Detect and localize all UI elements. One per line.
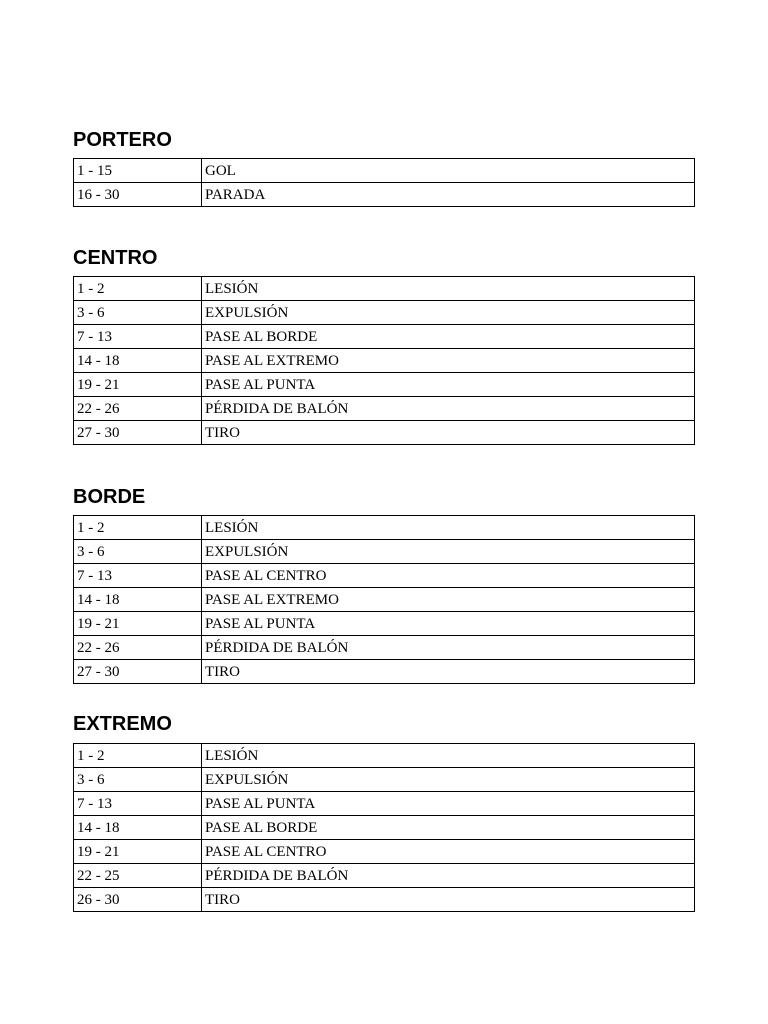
- table-row: [74, 636, 695, 660]
- result-cell: PASE AL BORDE: [202, 325, 695, 349]
- table-row: [74, 183, 695, 207]
- table-row: [74, 349, 695, 373]
- result-cell: PARADA: [202, 183, 695, 207]
- range-cell: 1 - 2: [74, 516, 202, 540]
- range-cell: 14 - 18: [74, 816, 202, 840]
- table-row: [74, 373, 695, 397]
- section-title: EXTREMO: [73, 713, 172, 735]
- range-cell: 19 - 21: [74, 373, 202, 397]
- result-cell: PASE AL CENTRO: [202, 840, 695, 864]
- section-borde: [73, 485, 695, 680]
- table-row: [74, 840, 695, 864]
- result-cell: PASE AL BORDE: [202, 816, 695, 840]
- range-cell: 19 - 21: [74, 612, 202, 636]
- table-row: [74, 660, 695, 684]
- range-cell: 27 - 30: [74, 421, 202, 445]
- result-cell: PASE AL PUNTA: [202, 373, 695, 397]
- result-cell: TIRO: [202, 888, 695, 912]
- range-cell: 7 - 13: [74, 792, 202, 816]
- section-portero: [73, 128, 695, 203]
- range-cell: 27 - 30: [74, 660, 202, 684]
- table-row: [74, 612, 695, 636]
- table-row: [74, 516, 695, 540]
- table-row: [74, 540, 695, 564]
- result-cell: PASE AL CENTRO: [202, 564, 695, 588]
- section-title: PORTERO: [73, 129, 172, 151]
- table-row: [74, 421, 695, 445]
- range-cell: 26 - 30: [74, 888, 202, 912]
- table-row: [74, 301, 695, 325]
- range-cell: 3 - 6: [74, 301, 202, 325]
- range-cell: 1 - 2: [74, 744, 202, 768]
- range-cell: 22 - 26: [74, 397, 202, 421]
- range-cell: 1 - 15: [74, 159, 202, 183]
- table-row: [74, 744, 695, 768]
- result-cell: LESIÓN: [202, 277, 695, 301]
- range-cell: 3 - 6: [74, 768, 202, 792]
- table-row: [74, 588, 695, 612]
- result-cell: GOL: [202, 159, 695, 183]
- result-cell: EXPULSIÓN: [202, 768, 695, 792]
- table-row: [74, 864, 695, 888]
- range-cell: 19 - 21: [74, 840, 202, 864]
- table-row: [74, 277, 695, 301]
- range-cell: 16 - 30: [74, 183, 202, 207]
- table-row: [74, 564, 695, 588]
- roll-table-borde: [73, 515, 695, 684]
- range-cell: 14 - 18: [74, 588, 202, 612]
- roll-table-centro: [73, 276, 695, 445]
- range-cell: 7 - 13: [74, 325, 202, 349]
- result-cell: LESIÓN: [202, 516, 695, 540]
- range-cell: 14 - 18: [74, 349, 202, 373]
- result-cell: PÉRDIDA DE BALÓN: [202, 636, 695, 660]
- range-cell: 7 - 13: [74, 564, 202, 588]
- range-cell: 1 - 2: [74, 277, 202, 301]
- result-cell: PÉRDIDA DE BALÓN: [202, 864, 695, 888]
- result-cell: EXPULSIÓN: [202, 301, 695, 325]
- result-cell: PÉRDIDA DE BALÓN: [202, 397, 695, 421]
- table-row: [74, 325, 695, 349]
- result-cell: PASE AL PUNTA: [202, 792, 695, 816]
- result-cell: PASE AL PUNTA: [202, 612, 695, 636]
- table-row: [74, 768, 695, 792]
- section-extremo: [73, 712, 695, 908]
- range-cell: 3 - 6: [74, 540, 202, 564]
- table-row: [74, 888, 695, 912]
- range-cell: 22 - 26: [74, 636, 202, 660]
- roll-table-extremo: [73, 743, 695, 912]
- result-cell: LESIÓN: [202, 744, 695, 768]
- section-title: CENTRO: [73, 247, 158, 269]
- result-cell: EXPULSIÓN: [202, 540, 695, 564]
- result-cell: PASE AL EXTREMO: [202, 349, 695, 373]
- table-row: [74, 816, 695, 840]
- result-cell: PASE AL EXTREMO: [202, 588, 695, 612]
- section-centro: [73, 246, 695, 441]
- roll-table-portero: [73, 158, 695, 207]
- table-row: [74, 159, 695, 183]
- range-cell: 22 - 25: [74, 864, 202, 888]
- section-title: BORDE: [73, 486, 146, 508]
- table-row: [74, 792, 695, 816]
- result-cell: TIRO: [202, 421, 695, 445]
- table-row: [74, 397, 695, 421]
- result-cell: TIRO: [202, 660, 695, 684]
